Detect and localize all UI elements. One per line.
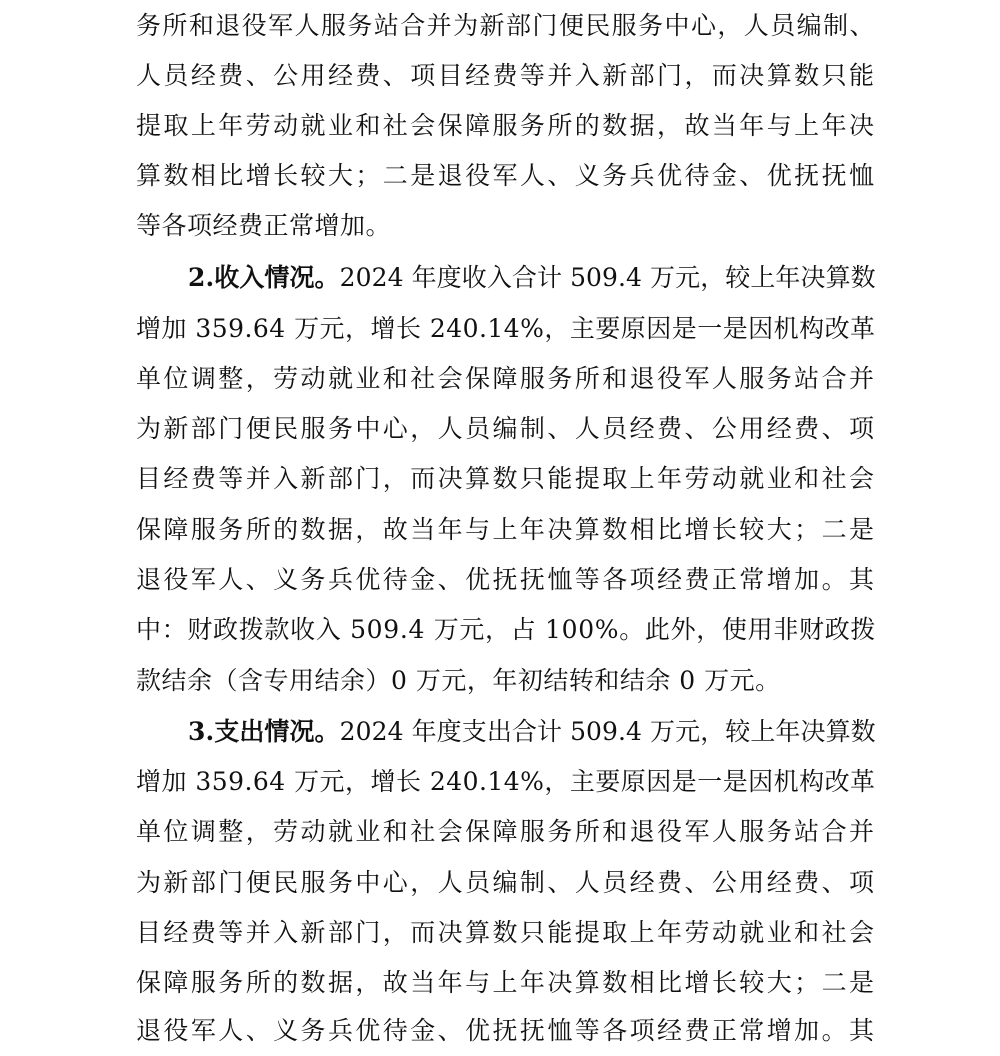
section3-heading: 3.支出情况。 — [188, 717, 340, 746]
text-line: 退役军人、义务兵优待金、优抚抚恤等各项经费正常增加。其 — [136, 565, 877, 594]
section3-first-line — [188, 707, 876, 757]
section3-first-line-text: 2024 年度支出合计 509.4 万元，较上年决算数 — [339, 717, 876, 746]
text-line: 增加 359.64 万元，增长 240.14%，主要原因是一是因机构改革 — [136, 767, 876, 796]
section2-first-line — [188, 253, 876, 303]
text-line: 中：财政拨款收入 509.4 万元，占 100%。此外，使用非财政拨 — [136, 615, 877, 644]
text-line: 务所和退役军人服务站合并为新部门便民服务中心，人员编制、 — [136, 11, 876, 40]
text-line: 退役军人、义务兵优待金、优抚抚恤等各项经费正常增加。其 — [136, 1016, 877, 1045]
text-line: 款结余（含专用结余）0 万元，年初结转和结余 0 万元。 — [136, 666, 781, 695]
text-line: 保障服务所的数据，故当年与上年决算数相比增长较大；二是 — [136, 515, 877, 544]
text-line: 等各项经费正常增加。 — [136, 211, 392, 240]
text-line: 单位调整，劳动就业和社会保障服务所和退役军人服务站合并 — [136, 364, 877, 393]
text-line: 保障服务所的数据，故当年与上年决算数相比增长较大；二是 — [136, 968, 877, 997]
text-line: 目经费等并入新部门，而决算数只能提取上年劳动就业和社会 — [136, 918, 877, 947]
text-line: 目经费等并入新部门，而决算数只能提取上年劳动就业和社会 — [136, 464, 877, 493]
text-line: 人员经费、公用经费、项目经费等并入新部门，而决算数只能 — [136, 61, 877, 90]
text-line: 提取上年劳动就业和社会保障服务所的数据，故当年与上年决 — [136, 111, 877, 140]
text-line: 单位调整，劳动就业和社会保障服务所和退役军人服务站合并 — [136, 817, 877, 846]
text-line: 增加 359.64 万元，增长 240.14%，主要原因是一是因机构改革 — [136, 314, 876, 343]
text-line: 为新部门便民服务中心，人员编制、人员经费、公用经费、项 — [136, 868, 877, 897]
section2-heading: 2.收入情况。 — [188, 263, 340, 292]
text-line: 为新部门便民服务中心，人员编制、人员经费、公用经费、项 — [136, 414, 877, 443]
text-line: 算数相比增长较大；二是退役军人、义务兵优待金、优抚抚恤 — [136, 161, 877, 190]
section2-first-line-text: 2024 年度收入合计 509.4 万元，较上年决算数 — [339, 263, 876, 292]
